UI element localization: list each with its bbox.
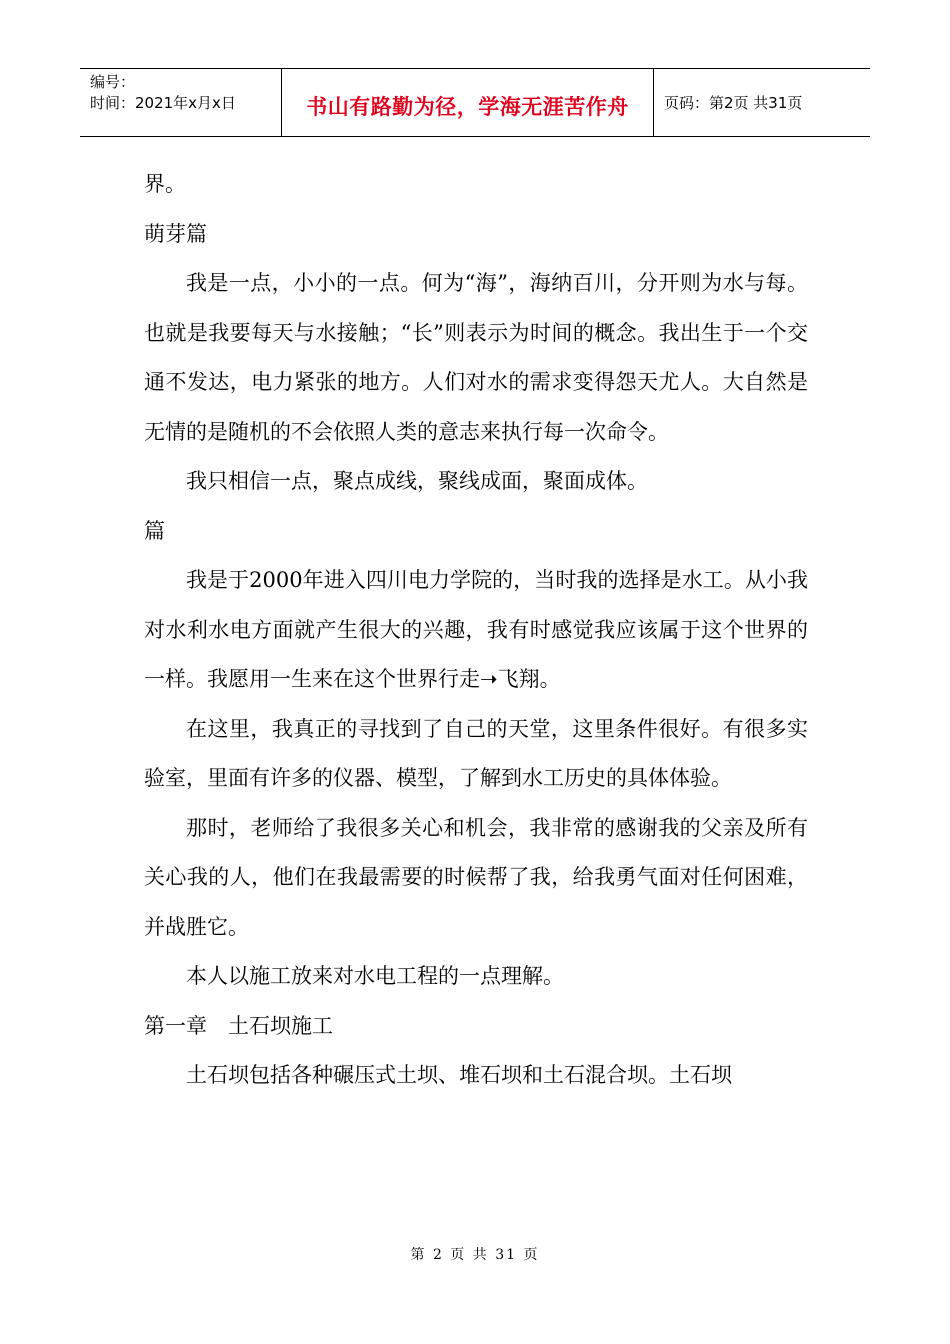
header-page-info: 页码：第2页 共31页 (664, 94, 803, 112)
header-meta (80, 69, 282, 136)
paragraph: 我是于2000年进入四川电力学院的，当时我的选择是水工。从小我对水利水电方面就产生很大的兴趣，我有时感觉我应该属于这个世界的一样。我愿用一生来在这个世界行走➝飞翔。 (144, 568, 808, 691)
paragraph: 在这里，我真正的寻找到了自己的天堂，这里条件很好。有很多实验室，里面有许多的仪器、模型，了解到水工历史的具体体验。 (144, 716, 808, 790)
chapter-heading: 第一章 土石坝施工 (144, 1013, 333, 1038)
paragraph-continuation: 界。 (144, 172, 186, 196)
section-heading: 篇 (144, 518, 165, 543)
page-header (80, 68, 870, 137)
document-number-label: 编号： (90, 73, 136, 91)
document-body (144, 160, 808, 1101)
paragraph: 我只相信一点，聚点成线，聚线成面，聚面成体。 (186, 469, 648, 493)
paragraph: 那时，老师给了我很多关心和机会，我非常的感谢我的父亲及所有关心我的人，他们在我最需要的时候帮了我，给我勇气面对任何困难，并战胜它。 (144, 815, 808, 939)
footer-page-number: 第 2 页 共 31 页 (410, 1247, 540, 1263)
header-motto-cell (282, 69, 654, 136)
document-date: 时间：2021年x月x日 (90, 94, 236, 112)
header-page-cell (654, 69, 870, 136)
paragraph: 我是一点，小小的一点。何为“海”，海纳百川，分开则为水与每。也就是我要每天与水接触；“长”则表示为时间的概念。我出生于一个交通不发达，电力紧张的地方。人们对水的需求变得怨天尤人。大自然是无情的是随机的不会依照人类的意志来执行每一次命令。 (144, 271, 808, 444)
page-footer (0, 1244, 950, 1264)
motto-text: 书山有路勤为径，学海无涯苦作舟 (306, 94, 629, 119)
paragraph: 本人以施工放来对水电工程的一点理解。 (186, 964, 564, 988)
section-heading-sprout: 萌芽篇 (144, 221, 207, 246)
paragraph: 土石坝包括各种碾压式土坝、堆石坝和土石混合坝。土石坝 (186, 1063, 732, 1087)
